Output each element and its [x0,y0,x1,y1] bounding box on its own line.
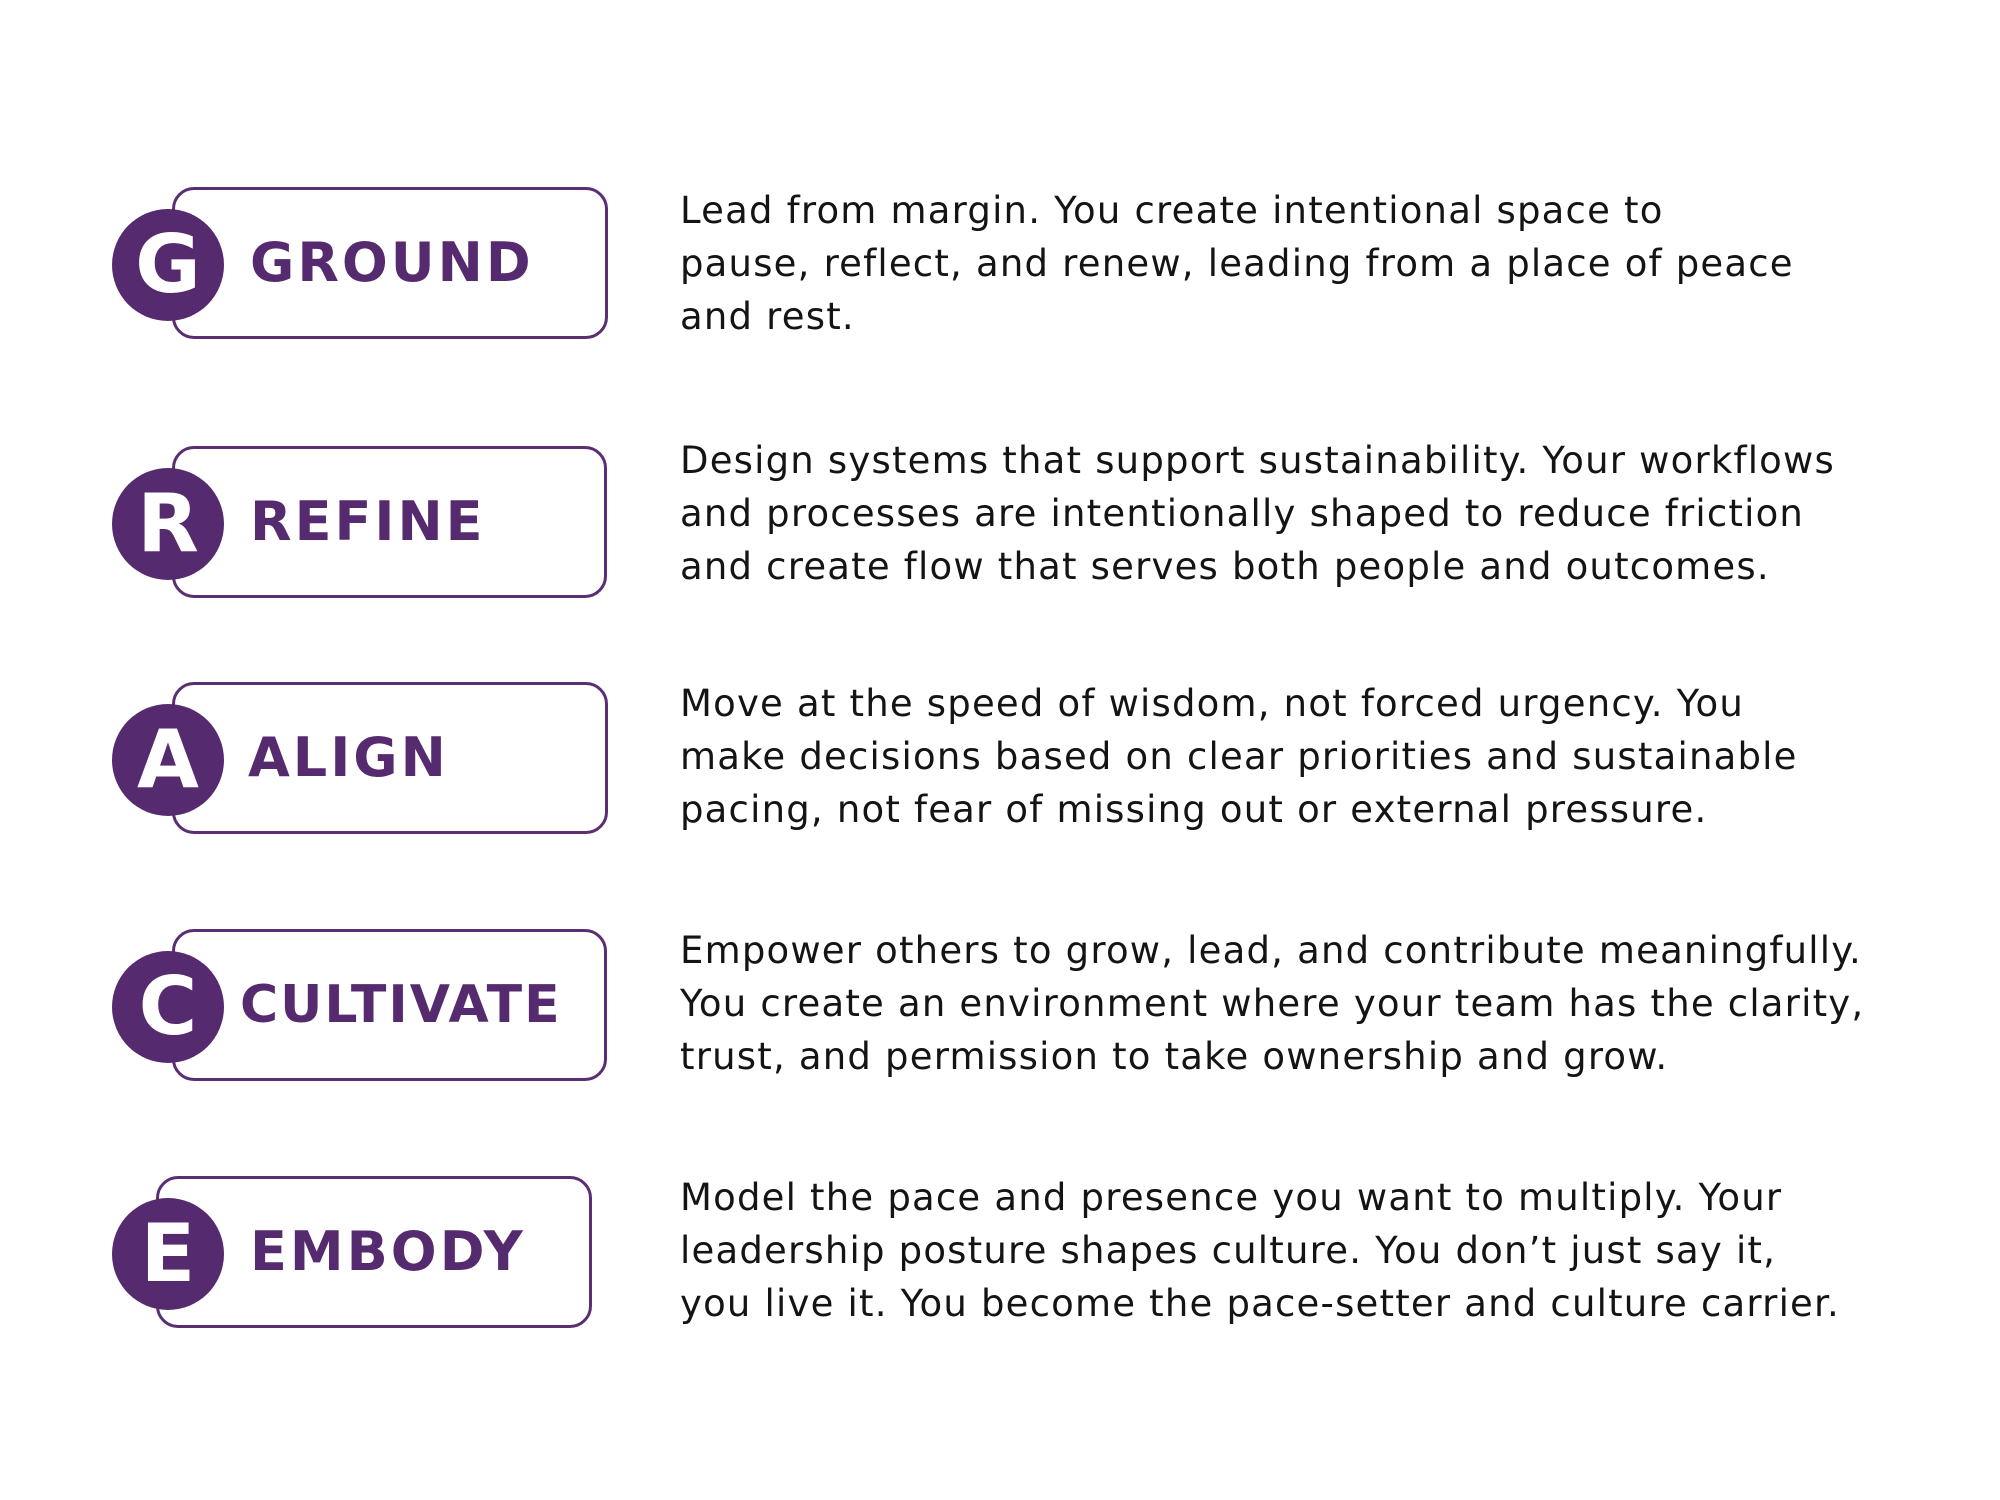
description-line: Design systems that support sustainability. Your workflows [680,439,1835,482]
description-cultivate [680,924,1940,1083]
description-line: and processes are intentionally shaped to reduce friction [680,492,1805,535]
letter-circle-c: C [112,951,224,1063]
description-line: pause, reflect, and renew, leading from a place of peace [680,242,1794,285]
description-embody [680,1171,1940,1330]
description-line: Empower others to grow, lead, and contribute meaningfully. [680,929,1863,972]
description-line: You create an environment where your team has the clarity, [680,982,1865,1025]
label-word-ground: GROUND [250,231,534,294]
label-word-cultivate: CULTIVATE [240,975,562,1035]
label-word-align: ALIGN [248,726,449,789]
label-word-refine: REFINE [250,490,486,553]
letter-circle-g: G [112,209,224,321]
letter-circle-r: R [112,468,224,580]
acronym-row-align [0,682,2000,842]
acronym-row-ground [0,187,2000,347]
letter-circle-a: A [112,704,224,816]
description-line: Lead from margin. You create intentional space to [680,189,1664,232]
description-line: you live it. You become the pace-setter and culture carrier. [680,1282,1840,1325]
description-line: trust, and permission to take ownership and grow. [680,1035,1669,1078]
description-line: and create flow that serves both people and outcomes. [680,545,1770,588]
description-line: make decisions based on clear priorities and sustainable [680,735,1798,778]
description-line: Model the pace and presence you want to multiply. Your [680,1176,1783,1219]
description-line: and rest. [680,295,855,338]
description-line: pacing, not fear of missing out or external pressure. [680,788,1708,831]
letter-circle-e: E [112,1198,224,1310]
acronym-row-refine [0,439,2000,606]
description-align [680,677,1940,836]
description-line: Move at the speed of wisdom, not forced urgency. You [680,682,1745,725]
acronym-row-embody [0,1176,2000,1336]
description-refine [680,434,1940,593]
acronym-row-cultivate [0,929,2000,1089]
label-word-embody: EMBODY [250,1220,526,1283]
description-ground [680,184,1940,343]
description-line: leadership posture shapes culture. You don’t just say it, [680,1229,1777,1272]
